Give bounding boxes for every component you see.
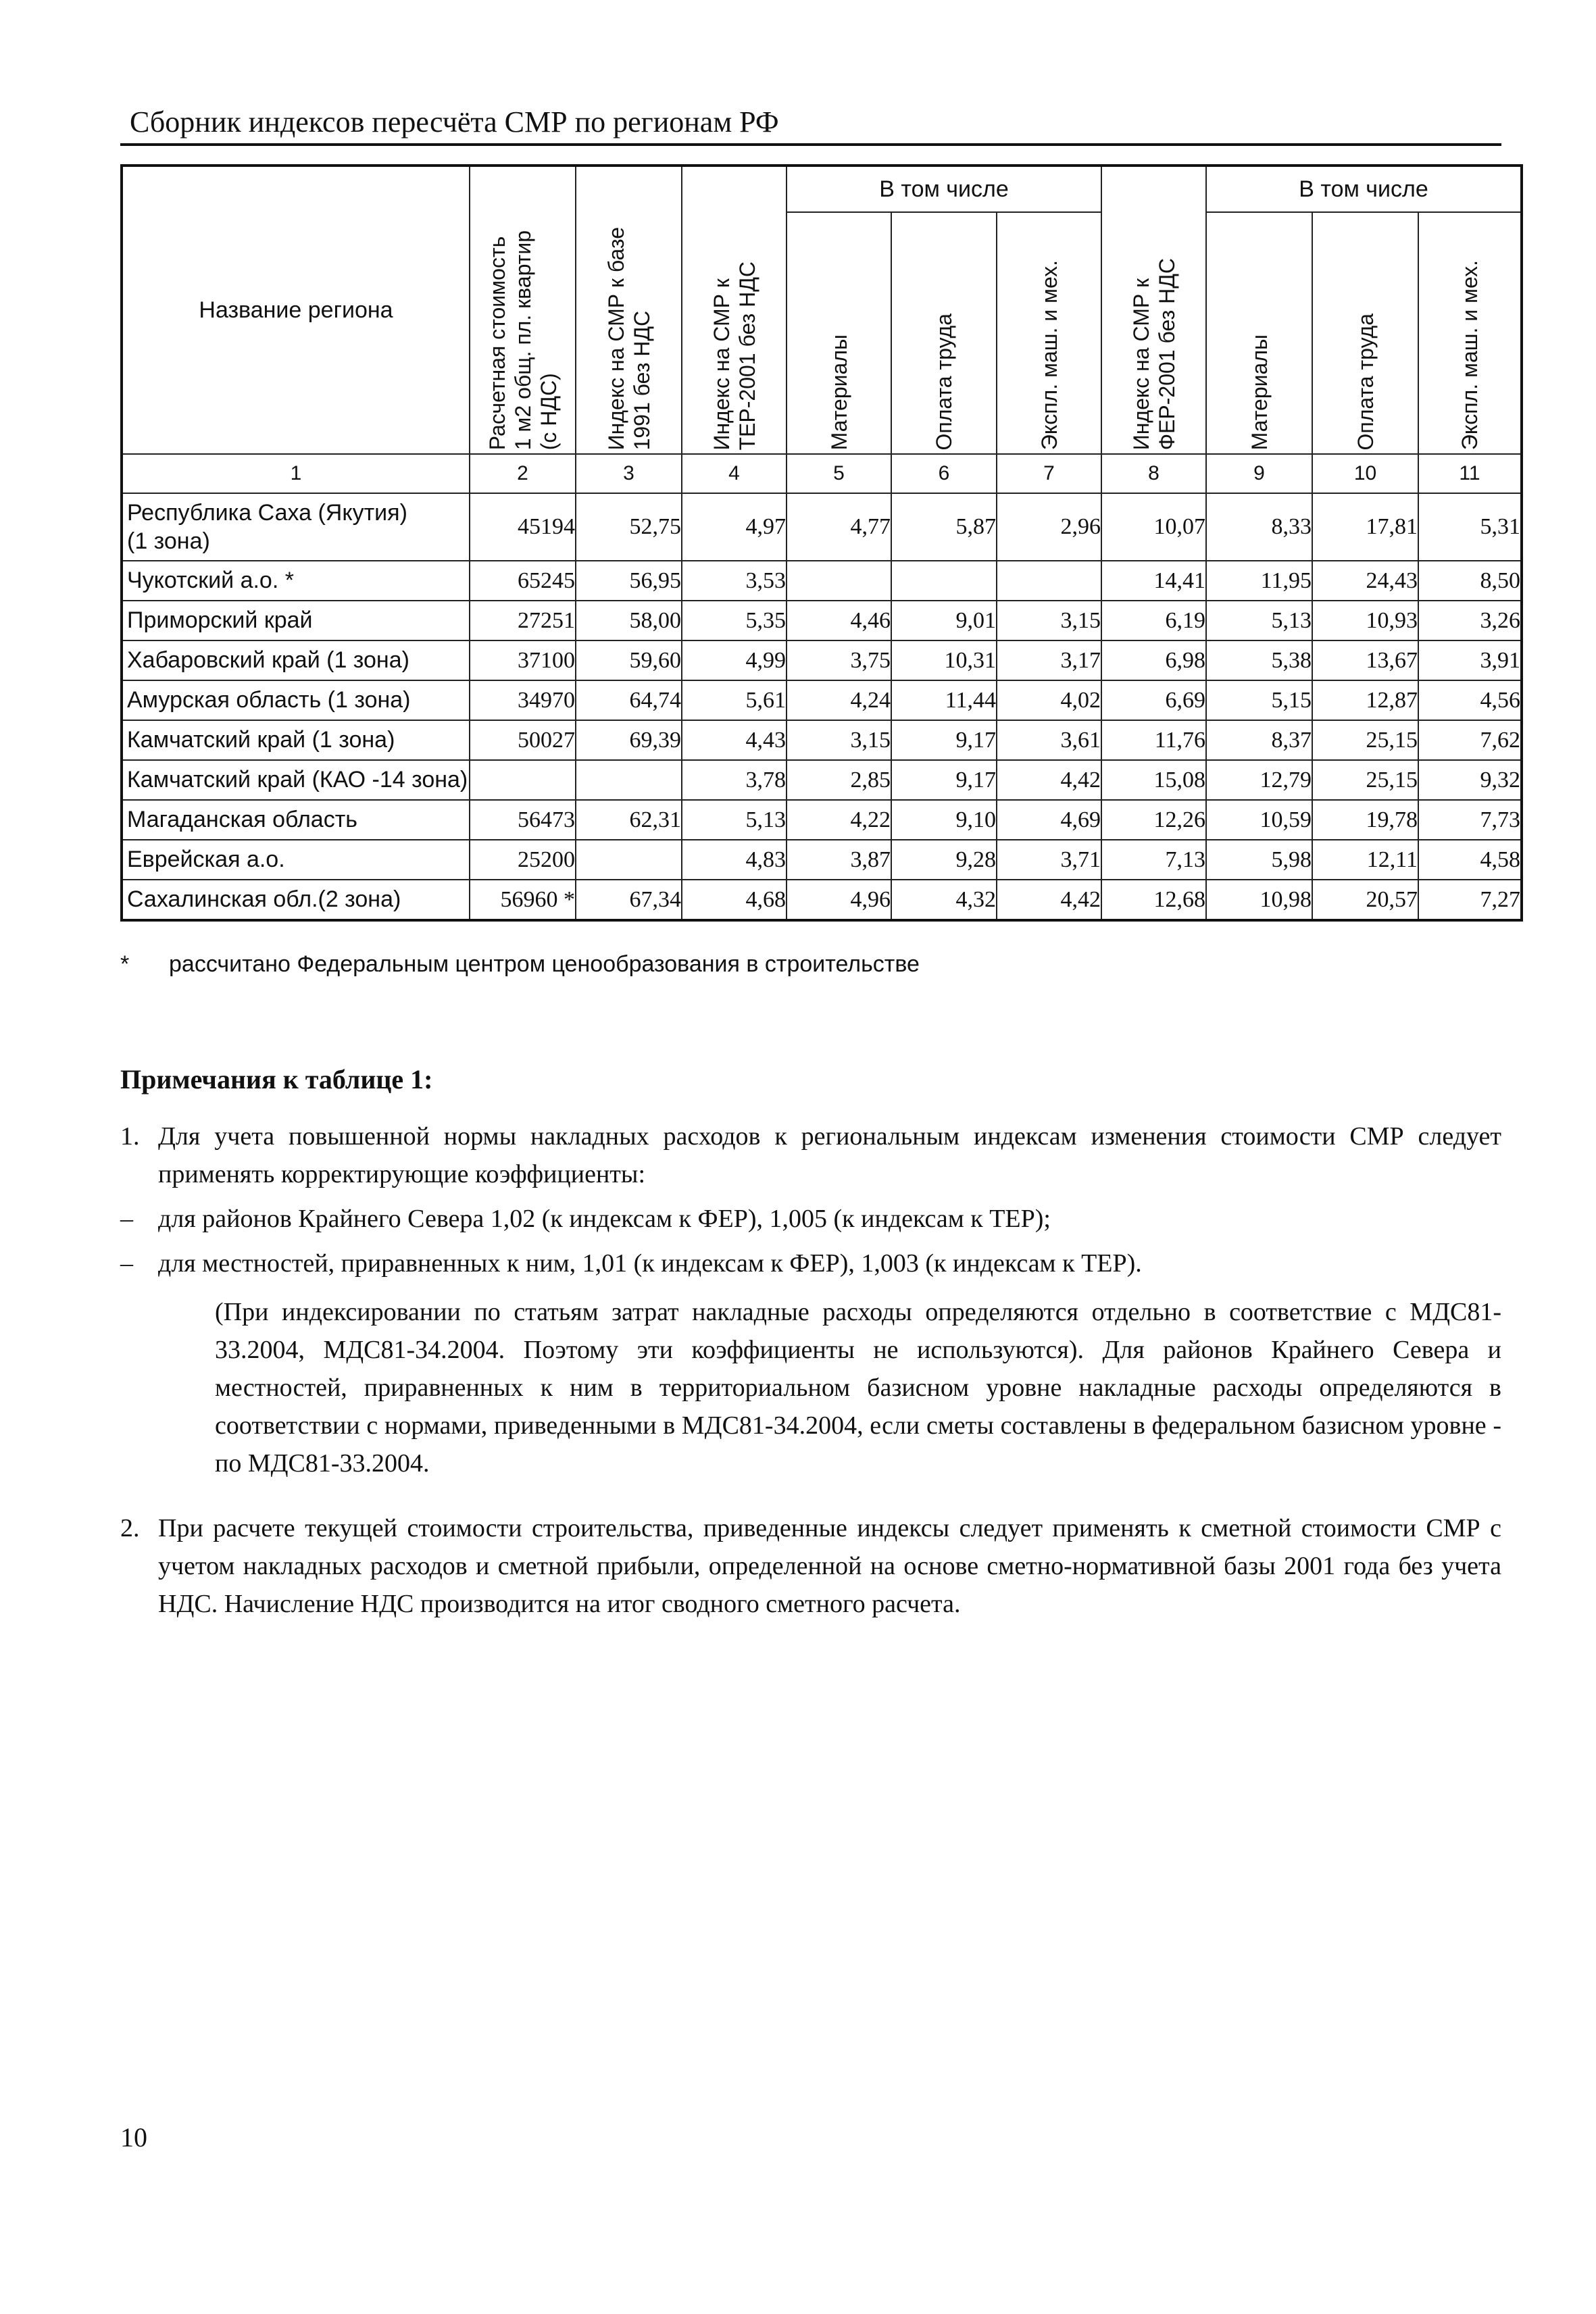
header-fer-labor: Оплата труда [1312, 212, 1418, 454]
value-cell: 25,15 [1312, 720, 1418, 760]
column-number: 1 [122, 454, 470, 493]
header-ter-machines: Экспл. маш. и мех. [997, 212, 1101, 454]
value-cell: 9,10 [891, 800, 997, 840]
value-cell: 11,76 [1101, 720, 1206, 760]
value-cell: 56960 * [470, 880, 576, 920]
value-cell: 56473 [470, 800, 576, 840]
value-cell: 3,15 [997, 601, 1101, 640]
value-cell [576, 760, 682, 800]
value-cell: 4,32 [891, 880, 997, 920]
regions-index-table [120, 164, 1523, 922]
value-cell: 34970 [470, 680, 576, 720]
table-row [122, 561, 1522, 601]
header-ter-labor: Оплата труда [891, 212, 997, 454]
value-cell: 7,13 [1101, 840, 1206, 880]
value-cell: 12,11 [1312, 840, 1418, 880]
footnote [120, 951, 920, 978]
value-cell: 5,31 [1418, 493, 1522, 561]
value-cell: 11,95 [1206, 561, 1312, 601]
table-row [122, 720, 1522, 760]
value-cell: 6,19 [1101, 601, 1206, 640]
value-cell: 4,43 [682, 720, 787, 760]
notes-title: Примечания к таблице 1: [120, 1064, 433, 1095]
value-cell: 65245 [470, 561, 576, 601]
value-cell: 12,26 [1101, 800, 1206, 840]
value-cell [997, 561, 1101, 601]
region-name-cell: Камчатский край (КАО -14 зона) [122, 760, 470, 800]
note-item-1-dash-1: – для районов Крайнего Севера 1,02 (к индексам к ФЕР), 1,005 (к индексам к ТЕР); [120, 1200, 1501, 1238]
value-cell: 4,97 [682, 493, 787, 561]
value-cell: 17,81 [1312, 493, 1418, 561]
value-cell: 6,98 [1101, 640, 1206, 680]
value-cell: 2,85 [787, 760, 891, 800]
value-cell: 5,13 [1206, 601, 1312, 640]
header-index-fer-2001: Индекс на СМР к ФЕР-2001 без НДС [1101, 166, 1206, 454]
column-number: 3 [576, 454, 682, 493]
value-cell: 9,32 [1418, 760, 1522, 800]
column-number: 11 [1418, 454, 1522, 493]
column-number: 6 [891, 454, 997, 493]
value-cell: 12,68 [1101, 880, 1206, 920]
header-cost-per-m2: Расчетная стоимость 1 м2 общ. пл. квартир (с НДС) [470, 166, 576, 454]
region-name-cell: Амурская область (1 зона) [122, 680, 470, 720]
table-row [122, 840, 1522, 880]
region-name-cell: Приморский край [122, 601, 470, 640]
value-cell: 4,69 [997, 800, 1101, 840]
value-cell: 37100 [470, 640, 576, 680]
value-cell: 10,93 [1312, 601, 1418, 640]
note-item-2 [120, 1509, 1501, 1623]
value-cell: 7,27 [1418, 880, 1522, 920]
value-cell [891, 561, 997, 601]
note-dash-2-text: для местностей, приравненных к ним, 1,01 (к индексам к ФЕР), 1,003 (к индексам к ТЕР). [158, 1249, 1142, 1278]
value-cell: 5,87 [891, 493, 997, 561]
value-cell: 2,96 [997, 493, 1101, 561]
header-fer-materials: Материалы [1206, 212, 1312, 454]
value-cell: 10,31 [891, 640, 997, 680]
footnote-text: рассчитано Федеральным центром ценообразования в строительстве [169, 951, 920, 977]
value-cell: 12,79 [1206, 760, 1312, 800]
value-cell: 4,46 [787, 601, 891, 640]
value-cell: 3,61 [997, 720, 1101, 760]
region-name-cell: Еврейская а.о. [122, 840, 470, 880]
value-cell: 64,74 [576, 680, 682, 720]
value-cell: 69,39 [576, 720, 682, 760]
region-name-cell: Магаданская область [122, 800, 470, 840]
table-notes [120, 1061, 1501, 1623]
column-number: 4 [682, 454, 787, 493]
value-cell: 12,87 [1312, 680, 1418, 720]
table-row [122, 640, 1522, 680]
region-name-cell: Республика Саха (Якутия) (1 зона) [122, 493, 470, 561]
header-group-fer: В том числе [1206, 166, 1522, 212]
header-region-name: Название региона [122, 166, 470, 454]
value-cell: 9,17 [891, 760, 997, 800]
value-cell: 4,68 [682, 880, 787, 920]
value-cell [576, 840, 682, 880]
column-number: 7 [997, 454, 1101, 493]
column-number: 8 [1101, 454, 1206, 493]
header-index-ter-2001: Индекс на СМР к ТЕР-2001 без НДС [682, 166, 787, 454]
value-cell: 13,67 [1312, 640, 1418, 680]
value-cell: 5,15 [1206, 680, 1312, 720]
value-cell: 10,07 [1101, 493, 1206, 561]
value-cell: 4,42 [997, 880, 1101, 920]
value-cell: 15,08 [1101, 760, 1206, 800]
value-cell: 3,78 [682, 760, 787, 800]
header-group-ter: В том числе [787, 166, 1101, 212]
value-cell: 10,59 [1206, 800, 1312, 840]
page-header-title: Сборник индексов пересчёта СМР по регионам РФ [130, 105, 779, 139]
note-item-1 [120, 1117, 1501, 1193]
value-cell: 10,98 [1206, 880, 1312, 920]
note-item-2-text: При расчете текущей стоимости строительства, приведенные индексы следует применять к сметной стоимости СМР с учетом накладных расходов и сметной прибыли, определенной на основе сметно-нормативной базы 2001 года без учета НДС. Начисление НДС производится на итог сводного сметного расчета. [158, 1514, 1501, 1618]
value-cell: 24,43 [1312, 561, 1418, 601]
value-cell: 4,56 [1418, 680, 1522, 720]
value-cell: 5,13 [682, 800, 787, 840]
value-cell: 56,95 [576, 561, 682, 601]
value-cell: 4,99 [682, 640, 787, 680]
value-cell: 50027 [470, 720, 576, 760]
value-cell: 9,17 [891, 720, 997, 760]
region-name-cell: Камчатский край (1 зона) [122, 720, 470, 760]
column-number: 10 [1312, 454, 1418, 493]
column-number: 2 [470, 454, 576, 493]
value-cell: 45194 [470, 493, 576, 561]
value-cell: 8,50 [1418, 561, 1522, 601]
value-cell: 7,73 [1418, 800, 1522, 840]
column-number-row [122, 454, 1522, 493]
note-dash-1-text: для районов Крайнего Севера 1,02 (к индексам к ФЕР), 1,005 (к индексам к ТЕР); [158, 1205, 1051, 1233]
column-number: 5 [787, 454, 891, 493]
value-cell: 4,58 [1418, 840, 1522, 880]
region-name-cell: Чукотский а.о. * [122, 561, 470, 601]
value-cell: 4,02 [997, 680, 1101, 720]
value-cell: 4,96 [787, 880, 891, 920]
page-header [120, 101, 1501, 146]
note-item-1-text: Для учета повышенной нормы накладных расходов к региональным индексам изменения стоимости СМР следует применять корректирующие коэффициенты: [158, 1122, 1501, 1188]
value-cell: 3,91 [1418, 640, 1522, 680]
table-row [122, 800, 1522, 840]
value-cell: 3,17 [997, 640, 1101, 680]
value-cell: 14,41 [1101, 561, 1206, 601]
value-cell: 5,98 [1206, 840, 1312, 880]
value-cell: 3,15 [787, 720, 891, 760]
value-cell: 4,42 [997, 760, 1101, 800]
table-row [122, 880, 1522, 920]
value-cell: 20,57 [1312, 880, 1418, 920]
value-cell: 5,35 [682, 601, 787, 640]
value-cell: 3,87 [787, 840, 891, 880]
value-cell: 9,01 [891, 601, 997, 640]
table-row [122, 601, 1522, 640]
note-item-1-number: 1. [120, 1122, 140, 1151]
value-cell: 25200 [470, 840, 576, 880]
region-name-cell: Хабаровский край (1 зона) [122, 640, 470, 680]
header-ter-materials: Материалы [787, 212, 891, 454]
note-item-2-number: 2. [120, 1514, 140, 1542]
table-body [122, 493, 1522, 920]
page-number: 10 [120, 2122, 147, 2153]
value-cell: 5,61 [682, 680, 787, 720]
note-item-1-dash-2: – для местностей, приравненных к ним, 1,01 (к индексам к ФЕР), 1,003 (к индексам к ТЕР). [120, 1244, 1501, 1282]
value-cell: 11,44 [891, 680, 997, 720]
value-cell: 19,78 [1312, 800, 1418, 840]
value-cell: 8,37 [1206, 720, 1312, 760]
value-cell: 5,38 [1206, 640, 1312, 680]
value-cell: 6,69 [1101, 680, 1206, 720]
value-cell [470, 760, 576, 800]
header-index-1991: Индекс на СМР к базе 1991 без НДС [576, 166, 682, 454]
value-cell: 62,31 [576, 800, 682, 840]
value-cell: 27251 [470, 601, 576, 640]
value-cell: 4,24 [787, 680, 891, 720]
region-name-cell: Сахалинская обл.(2 зона) [122, 880, 470, 920]
value-cell: 52,75 [576, 493, 682, 561]
value-cell: 3,75 [787, 640, 891, 680]
value-cell: 3,71 [997, 840, 1101, 880]
header-fer-machines: Экспл. маш. и мех. [1418, 212, 1522, 454]
value-cell: 25,15 [1312, 760, 1418, 800]
value-cell: 9,28 [891, 840, 997, 880]
value-cell: 7,62 [1418, 720, 1522, 760]
value-cell: 59,60 [576, 640, 682, 680]
value-cell: 4,77 [787, 493, 891, 561]
value-cell: 4,83 [682, 840, 787, 880]
table-row [122, 760, 1522, 800]
value-cell [787, 561, 891, 601]
value-cell: 58,00 [576, 601, 682, 640]
footnote-mark: * [120, 951, 130, 977]
table-row [122, 493, 1522, 561]
value-cell: 3,53 [682, 561, 787, 601]
value-cell: 4,22 [787, 800, 891, 840]
value-cell: 8,33 [1206, 493, 1312, 561]
table-row [122, 680, 1522, 720]
note-item-1-parenthetical: (При индексировании по статьям затрат накладные расходы определяются отдельно в соответствие с МДС81-33.2004, МДС81-34.2004. Поэтому эти коэффициенты не используются). Для районов Крайнего Севера и местностей, приравненных к ним в территориальном базисном уровне накладные расходы определяются в соответствии с нормами, приведенными в МДС81-34.2004, если сметы составлены в федеральном базисном уровне - по МДС81-33.2004. [215, 1298, 1501, 1478]
column-number: 9 [1206, 454, 1312, 493]
value-cell: 3,26 [1418, 601, 1522, 640]
value-cell: 67,34 [576, 880, 682, 920]
